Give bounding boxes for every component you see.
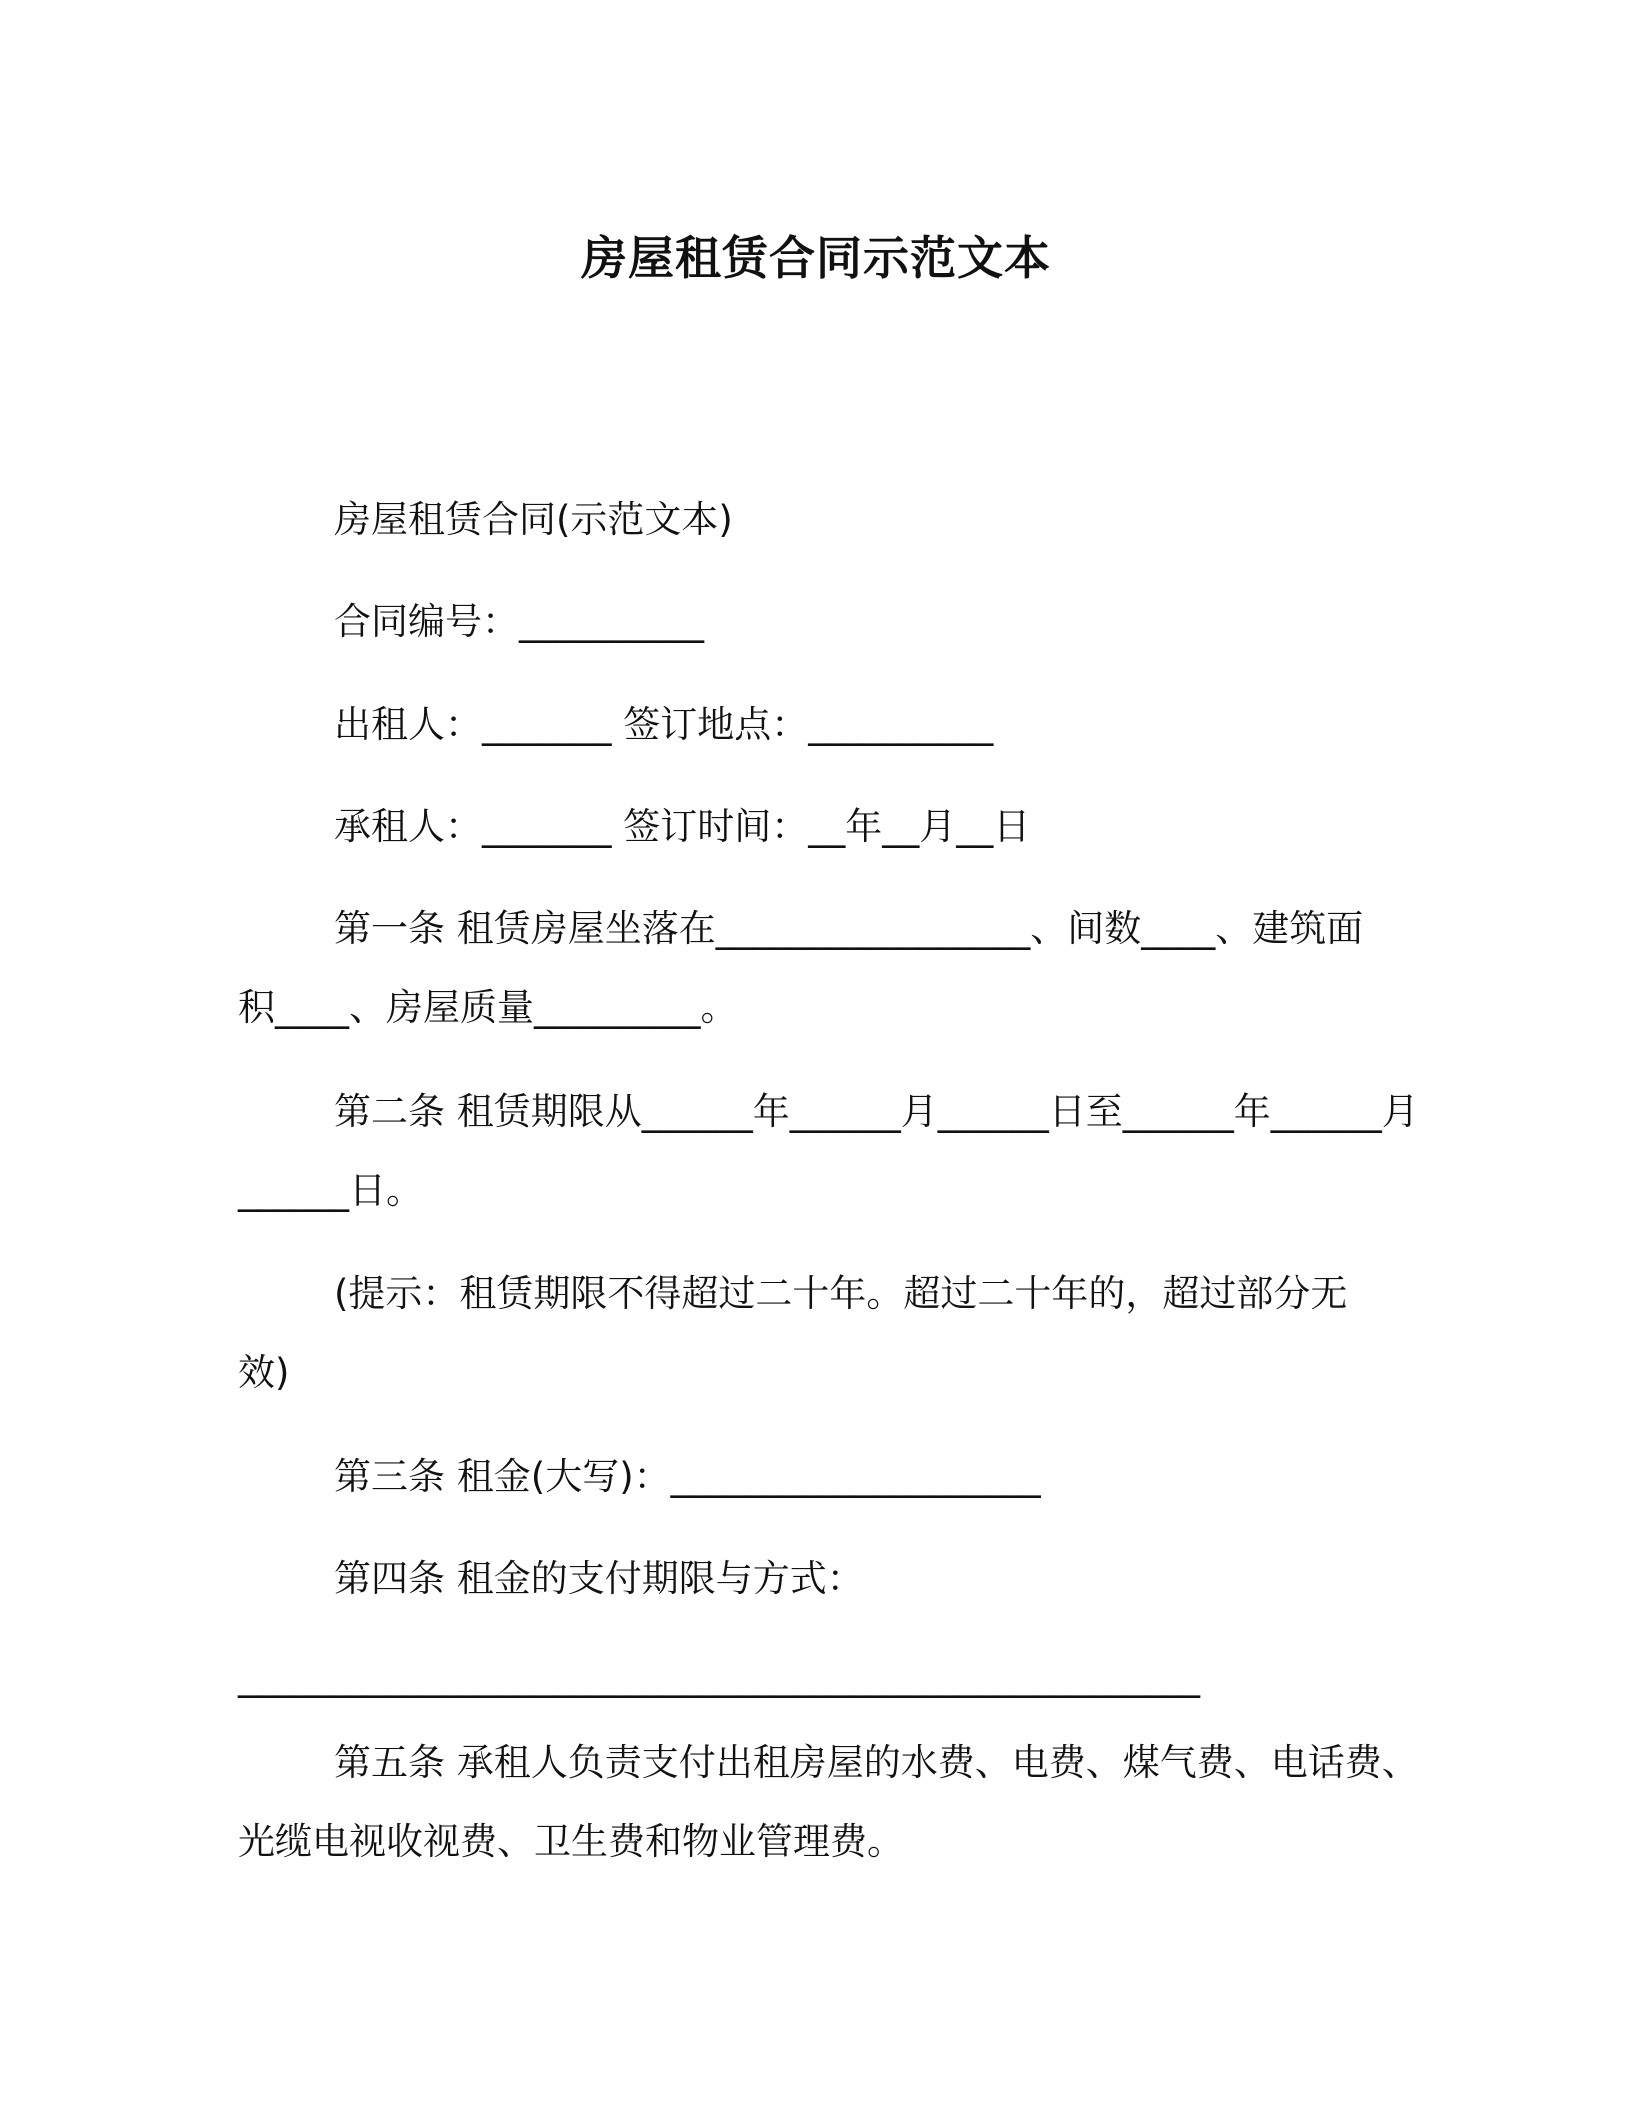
article-1-line-2: 积____、房屋质量_________。: [238, 986, 738, 1029]
article-2-line-2: ______日。: [238, 1169, 423, 1212]
contract-number-line: 合同编号：__________: [334, 600, 704, 643]
article-5-line-2: 光缆电视收视费、卫生费和物业管理费。: [238, 1820, 904, 1863]
article-1-line-1: 第一条 租赁房屋坐落在_________________、间数____、建筑面: [334, 907, 1364, 950]
article-3-line: 第三条 租金(大写)：____________________: [334, 1455, 1041, 1498]
lessee-line: 承租人：_______ 签订时间：__年__月__日: [334, 805, 1031, 848]
article-4-blank-line: ____________________________________________________: [238, 1655, 1200, 1698]
note-line-1: (提示：租赁期限不得超过二十年。超过二十年的，超过部分无: [334, 1272, 1348, 1315]
note-line-2: 效): [238, 1351, 290, 1394]
article-2-line-1: 第二条 租赁期限从______年______月______日至______年______月: [334, 1090, 1419, 1133]
document-title: 房屋租赁合同示范文本: [581, 231, 1051, 285]
lessor-line: 出租人：_______ 签订地点：__________: [334, 703, 994, 746]
article-4-line: 第四条 租金的支付期限与方式：: [334, 1557, 864, 1600]
article-5-line-1: 第五条 承租人负责支付出租房屋的水费、电费、煤气费、电话费、: [334, 1741, 1419, 1784]
contract-heading: 房屋租赁合同(示范文本): [334, 498, 733, 541]
